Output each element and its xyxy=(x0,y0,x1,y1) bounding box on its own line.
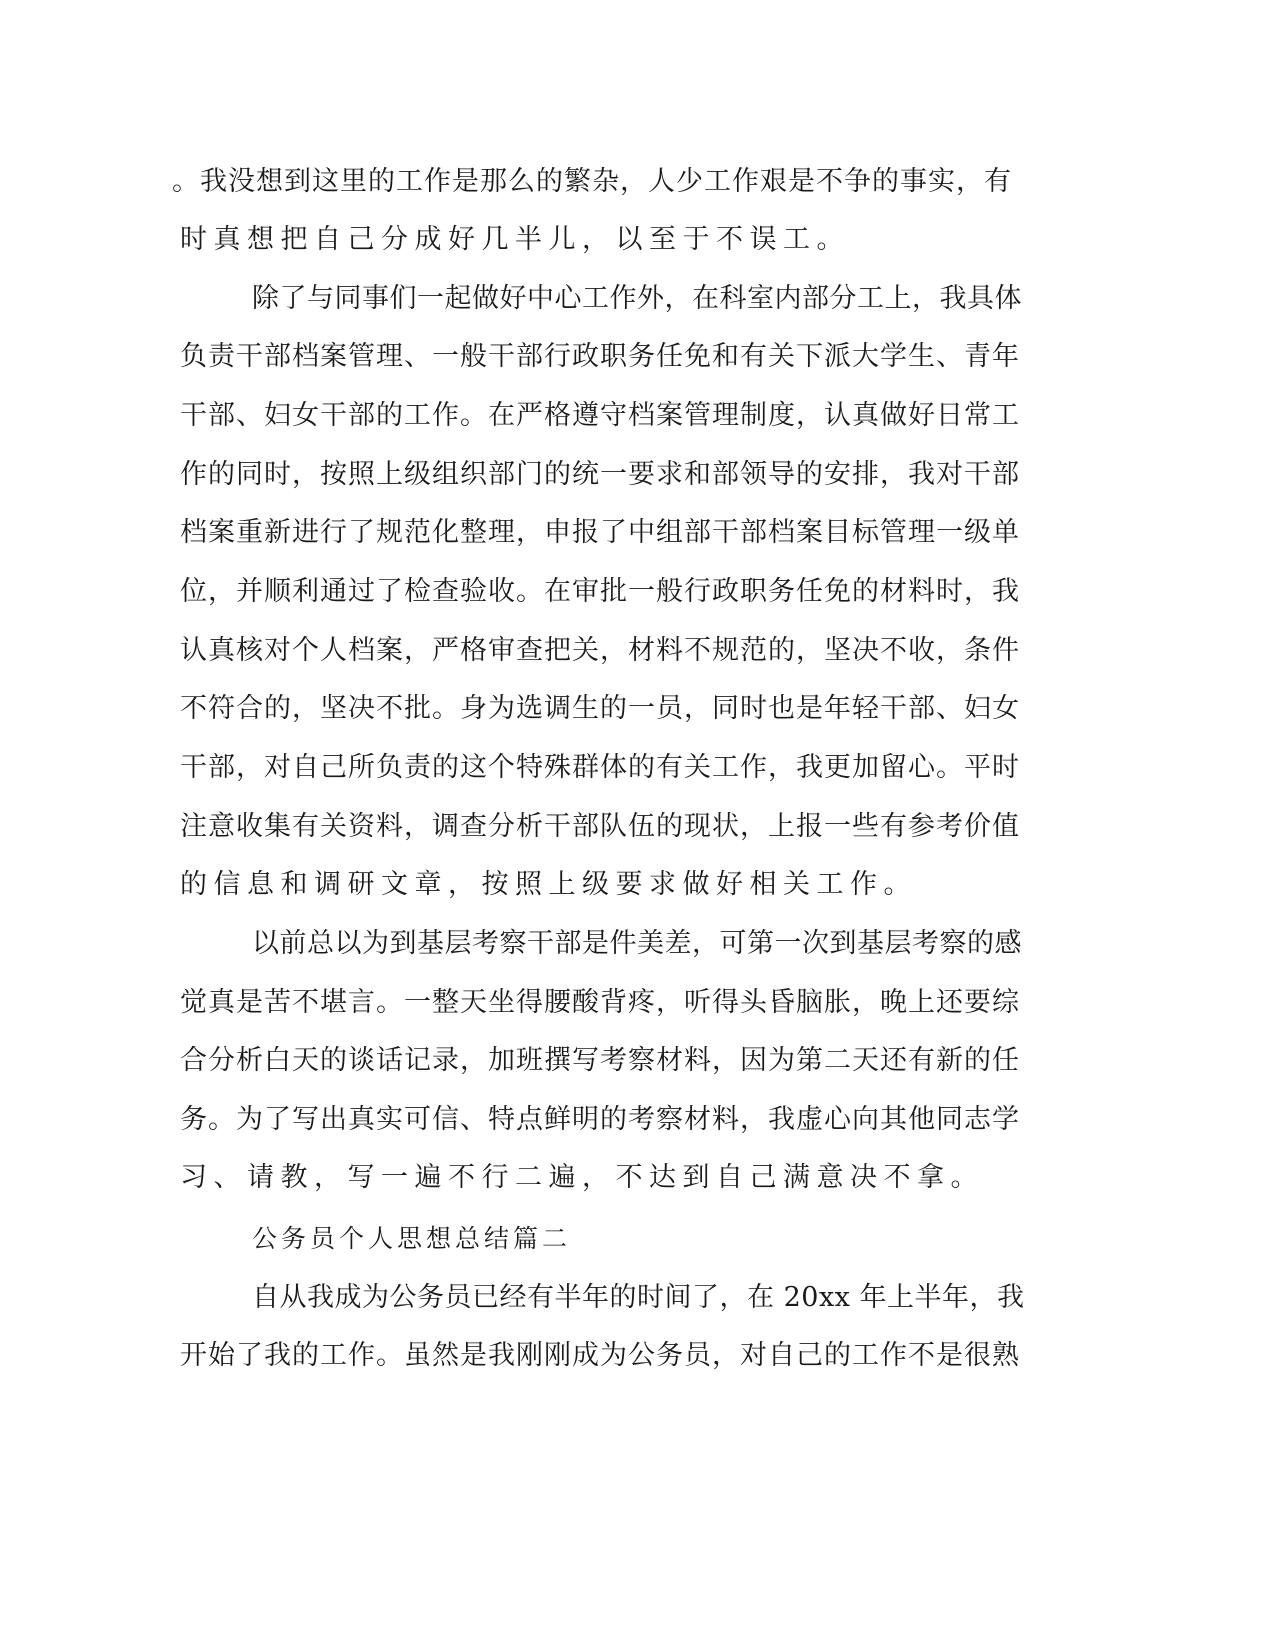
paragraph-2-line: 的信息和调研文章，按照上级要求做好相关工作。 xyxy=(180,869,917,900)
paragraph-2-line: 干部，对自己所负责的这个特殊群体的有关工作，我更加留心。平时 xyxy=(180,752,1020,783)
paragraph-2-line: 不符合的，坚决不批。身为选调生的一员，同时也是年轻干部、妇女 xyxy=(180,693,1020,724)
paragraph-2-line: 除了与同事们一起做好中心工作外，在科室内部分工上，我具体 xyxy=(252,283,1022,314)
paragraph-3-line: 习、请教，写一遍不行二遍，不达到自己满意决不拿。 xyxy=(180,1162,984,1193)
paragraph-2-line: 认真核对个人档案，严格审查把关，材料不规范的，坚决不收，条件 xyxy=(180,635,1020,666)
paragraph-4-line: 自从我成为公务员已经有半年的时间了，在 20xx 年上半年，我 xyxy=(252,1282,1025,1313)
section-heading: 公务员个人思想总结篇二 xyxy=(252,1224,572,1253)
paragraph-2-line: 干部、妇女干部的工作。在严格遵守档案管理制度，认真做好日常工 xyxy=(180,400,1020,431)
paragraph-2-line: 档案重新进行了规范化整理，申报了中组部干部档案目标管理一级单 xyxy=(180,517,1020,548)
paragraph-1-line: 时真想把自己分成好几半儿，以至于不误工。 xyxy=(180,224,850,255)
paragraph-2-line: 作的同时，按照上级组织部门的统一要求和部领导的安排，我对干部 xyxy=(180,459,1020,490)
paragraph-3-line: 务。为了写出真实可信、特点鲜明的考察材料，我虚心向其他同志学 xyxy=(180,1104,1020,1135)
paragraph-3-line: 合分析白天的谈话记录，加班撰写考察材料，因为第二天还有新的任 xyxy=(180,1045,1020,1076)
paragraph-1-line: 。我没想到这里的工作是那么的繁杂，人少工作艰是不争的事实，有 xyxy=(172,166,1012,197)
paragraph-3-line: 以前总以为到基层考察干部是件美差，可第一次到基层考察的感 xyxy=(252,928,1022,959)
paragraph-2-line: 注意收集有关资料，调查分析干部队伍的现状，上报一些有参考价值 xyxy=(180,811,1020,842)
paragraph-2-line: 负责干部档案管理、一般干部行政职务任免和有关下派大学生、青年 xyxy=(180,341,1020,372)
paragraph-4-line: 开始了我的工作。虽然是我刚刚成为公务员，对自己的工作不是很熟 xyxy=(180,1340,1020,1371)
paragraph-2-line: 位，并顺利通过了检查验收。在审批一般行政职务任免的材料时，我 xyxy=(180,576,1020,607)
paragraph-3-line: 觉真是苦不堪言。一整天坐得腰酸背疼，听得头昏脑胀，晚上还要综 xyxy=(180,987,1020,1018)
